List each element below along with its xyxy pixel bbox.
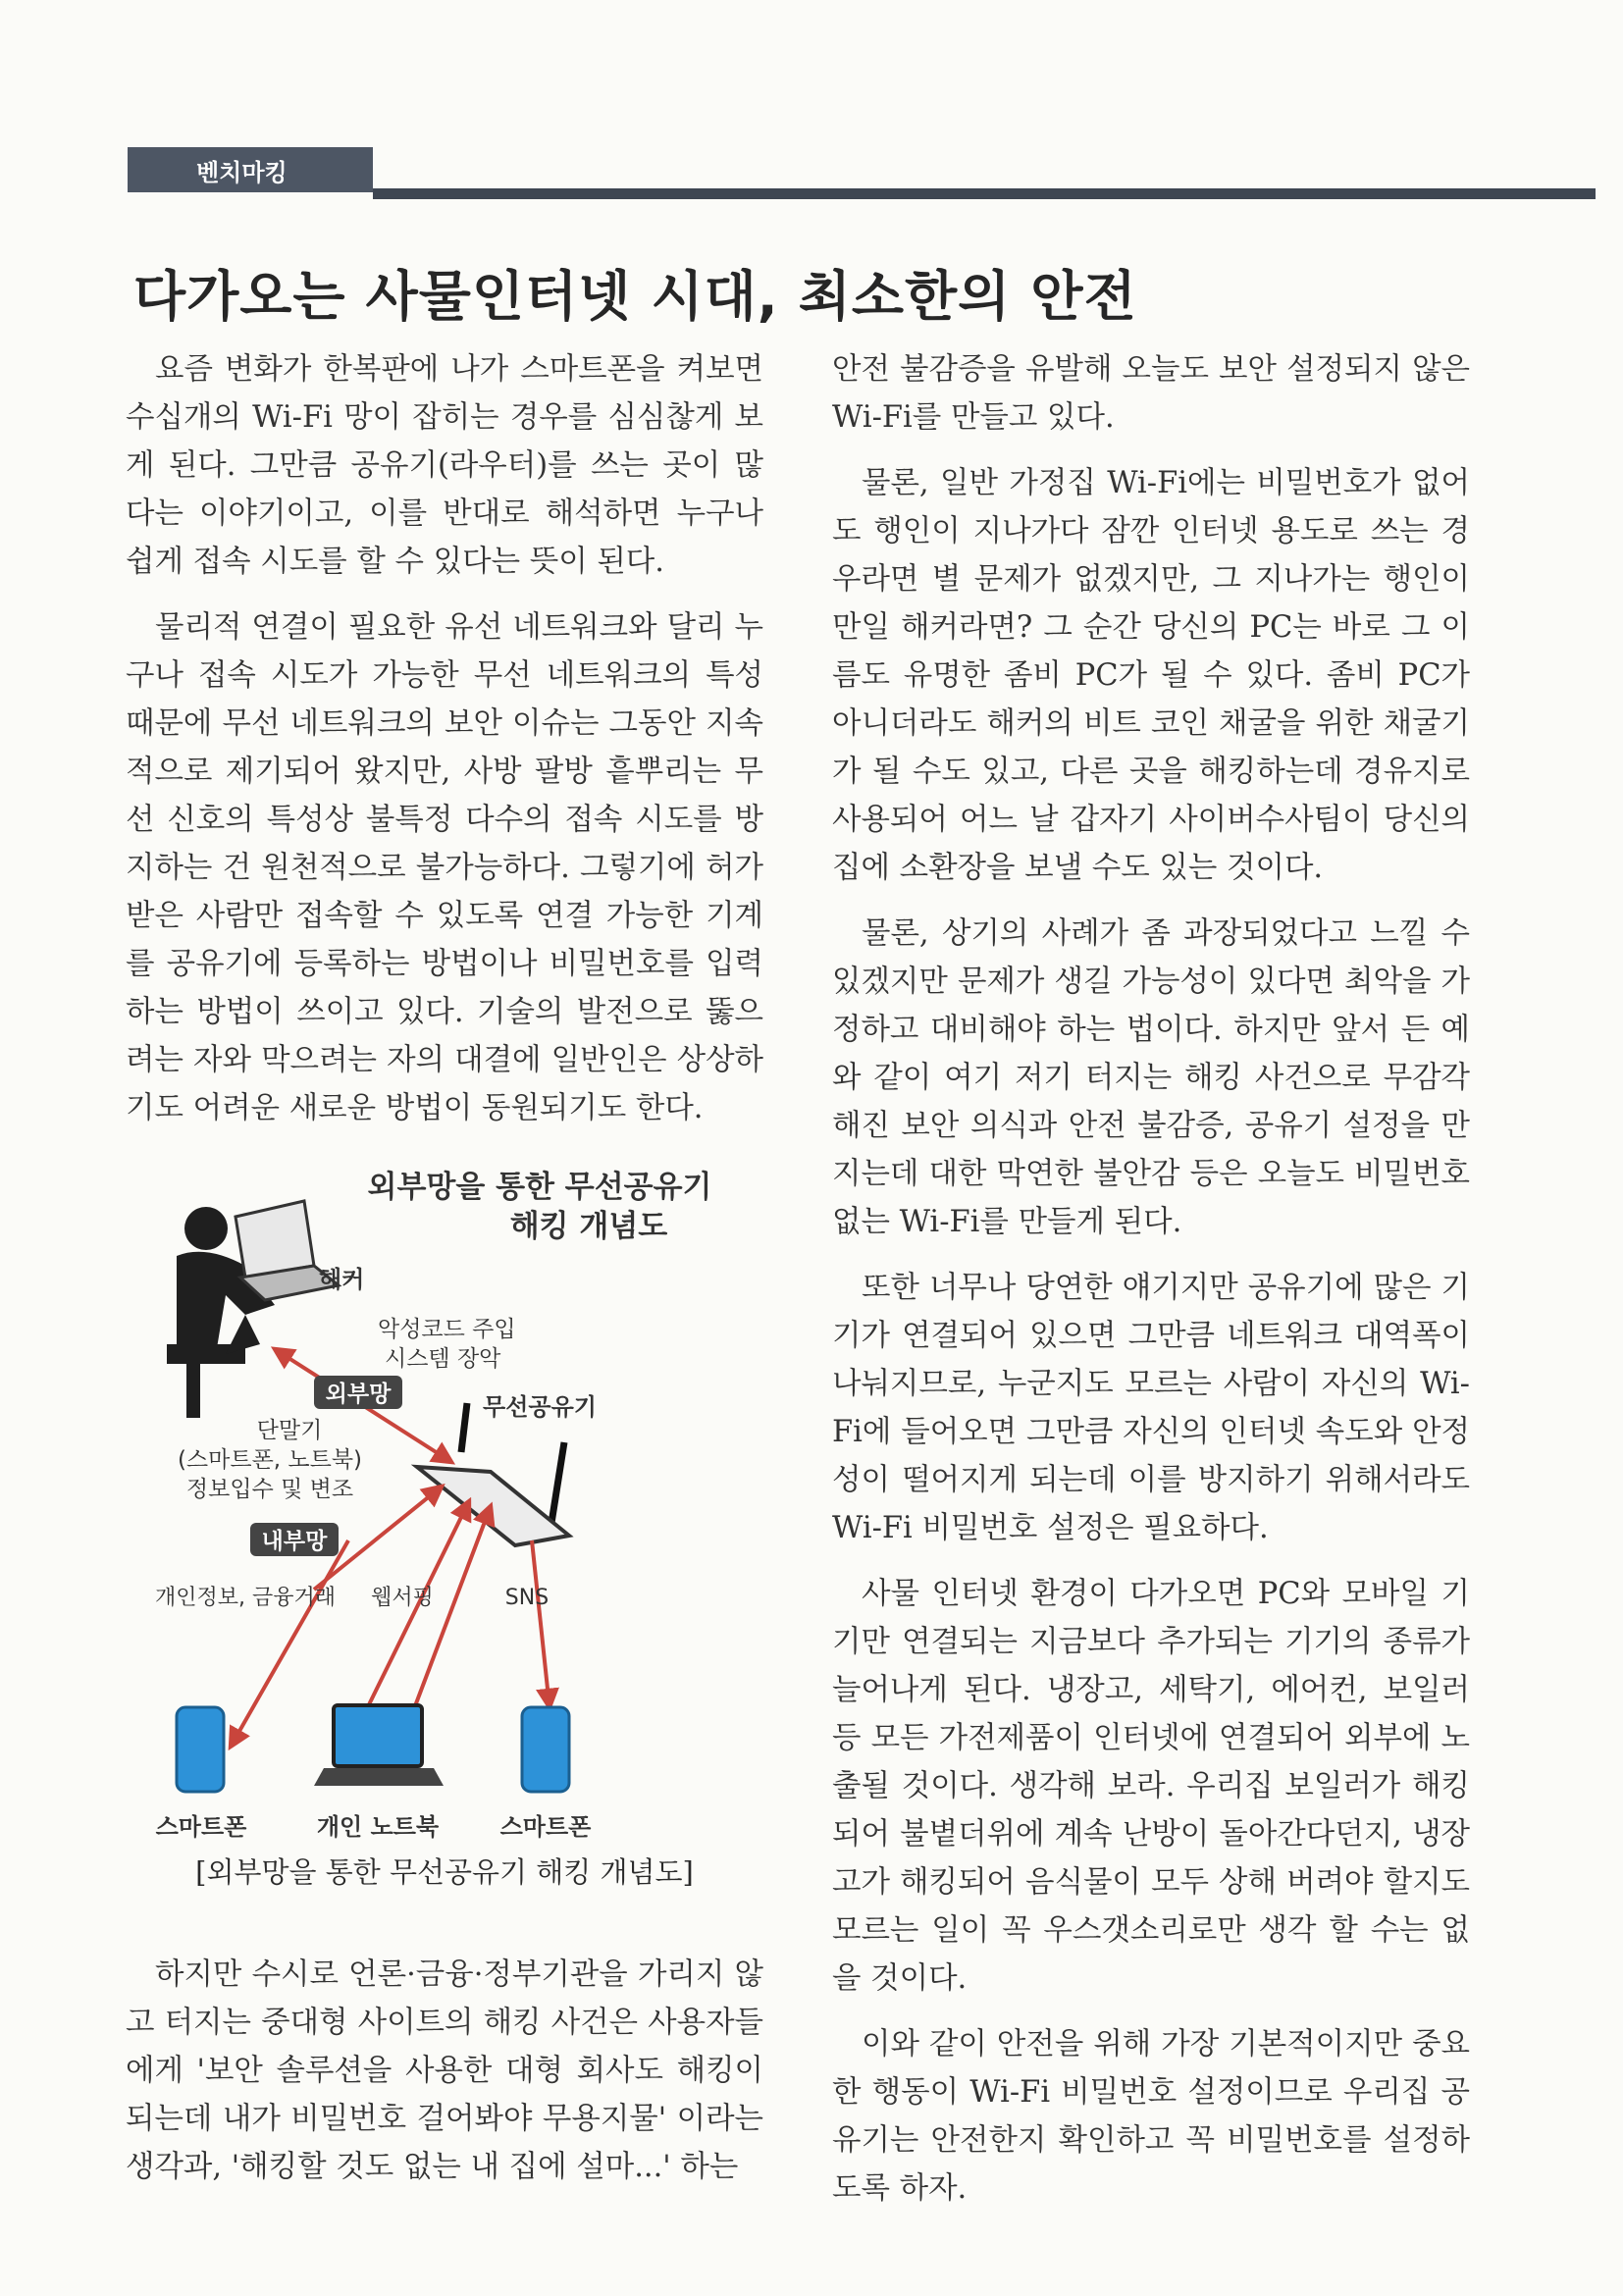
paragraph: 또한 너무나 당연한 얘기지만 공유기에 많은 기기가 연결되어 있으면 그만큼 네트워크 대역폭이 나눠지므로, 누군지도 모르는 사람이 자신의 Wi-Fi에 들어오면 그만큼 자신의 인터넷 속도와 안정성이 떨어지게 되는데 이를 방지하기 위해서라도 Wi-Fi 비밀번호 설정은 필요하다. bbox=[832, 1271, 1470, 1545]
diagram-title-1: 외부망을 통한 무선공유기 bbox=[367, 1170, 712, 1205]
smartphone-icon bbox=[177, 1707, 224, 1792]
paragraph: 이와 같이 안전을 위해 가장 기본적이지만 중요한 행동이 Wi-Fi 비밀번호 설정이므로 우리집 공유기는 안전한지 확인하고 꼭 비밀번호를 설정하도록 하자. bbox=[832, 2027, 1470, 2206]
paragraph: 요즘 변화가 한복판에 나가 스마트폰을 켜보면 수십개의 Wi-Fi 망이 잡히는 경우를 심심찮게 보게 된다. 그만큼 공유기(라우터)를 쓰는 곳이 많다는 이야기이고, 이를 반대로 해석하면 누구나 쉽게 접속 시도를 할 수 있다는 뜻이 된다. bbox=[126, 352, 763, 579]
external-net-label: 외부망 bbox=[325, 1382, 392, 1407]
device-label-2: 개인 노트북 bbox=[316, 1813, 440, 1841]
paragraph: 하지만 수시로 언론·금융·정부기관을 가리지 않고 터지는 중대형 사이트의 해킹 사건은 사용자들에게 '보안 솔루션을 사용한 대형 회사도 해킹이 되는데 내가 비밀번호 걸어봐야 무용지물' 이라는 생각과, '해킹할 것도 없는 내 집에 설마...' 하는 bbox=[126, 1957, 763, 2184]
section-divider bbox=[373, 188, 1596, 199]
router-icon bbox=[417, 1403, 569, 1545]
hacker-label: 해커 bbox=[319, 1266, 365, 1293]
flow-label-3: SNS bbox=[504, 1586, 550, 1610]
paragraph: 물리적 연결이 필요한 유선 네트워크와 달리 누구나 접속 시도가 가능한 무선 네트워크의 특성 때문에 무선 네트워크의 보안 이슈는 그동안 지속적으로 제기되어 왔지만, 사방 팔방 흩뿌리는 무선 신호의 특성상 불특정 다수의 접속 시도를 방지하는 건 원천적으로 불가능하다. 그렇기에 허가받은 사람만 접속할 수 있도록 연결 가능한 기계를 공유기에 등록하는 방법이나 비밀번호를 입력하는 방법이 쓰이고 있다. 기술의 발전으로 뚫으려는 자와 막으려는 자의 대결에 일반인은 상상하기도 어려운 새로운 방법이 동원되기도 한다. bbox=[126, 610, 763, 1125]
smartphone-icon bbox=[522, 1707, 569, 1792]
figure-caption: [외부망을 통한 무선공유기 해킹 개념도] bbox=[195, 1855, 694, 1889]
malware-label-1: 악성코드 주입 bbox=[378, 1317, 516, 1342]
left-column bbox=[126, 345, 763, 1150]
malware-label-2: 시스템 장악 bbox=[385, 1346, 501, 1372]
hacking-diagram bbox=[154, 1158, 726, 1845]
article-title: 다가오는 사물인터넷 시대, 최소한의 안전 bbox=[133, 265, 1137, 328]
diagram-title-2: 해킹 개념도 bbox=[509, 1209, 668, 1244]
left-column-bottom bbox=[126, 1951, 763, 2191]
paragraph-continued: 안전 불감증을 유발해 오늘도 보안 설정되지 않은 Wi-Fi를 만들고 있다. bbox=[832, 352, 1470, 435]
device-label-3: 스마트폰 bbox=[499, 1813, 592, 1841]
paragraph: 물론, 일반 가정집 Wi-Fi에는 비밀번호가 없어도 행인이 지나가다 잠깐 인터넷 용도로 쓰는 경우라면 별 문제가 없겠지만, 그 지나가는 행인이 만일 해커라면? 그 순간 당신의 PC는 바로 그 이름도 유명한 좀비 PC가 될 수 있다. 좀비 PC가 아니더라도 해커의 비트 코인 채굴을 위한 채굴기가 될 수도 있고, 다른 곳을 해킹하는데 경유지로 사용되어 어느 날 갑자기 사이버수사팀이 당신의 집에 소환장을 보낼 수도 있는 것이다. bbox=[832, 466, 1470, 885]
diagram-svg bbox=[154, 1158, 726, 1845]
router-label: 무선공유기 bbox=[483, 1393, 597, 1421]
right-column bbox=[832, 345, 1470, 2230]
device-label-1: 스마트폰 bbox=[155, 1813, 247, 1841]
laptop-icon bbox=[314, 1705, 444, 1786]
internal-net-label: 내부망 bbox=[261, 1529, 328, 1554]
terminal-label-2: (스마트폰, 노트북) bbox=[177, 1447, 363, 1473]
terminal-label-3: 정보입수 및 변조 bbox=[185, 1477, 354, 1502]
flow-label-2: 웹서핑 bbox=[371, 1586, 434, 1610]
terminal-label-1: 단말기 bbox=[256, 1418, 323, 1443]
paragraph: 물론, 상기의 사례가 좀 과장되었다고 느낄 수 있겠지만 문제가 생길 가능성이 있다면 최악을 가정하고 대비해야 하는 법이다. 하지만 앞서 든 예와 같이 여기 저기 터지는 해킹 사건으로 무감각해진 보안 의식과 안전 불감증, 공유기 설정을 만지는데 대한 막연한 불안감 등은 오늘도 비밀번호 없는 Wi-Fi를 만들게 된다. bbox=[832, 916, 1470, 1239]
paragraph: 사물 인터넷 환경이 다가오면 PC와 모바일 기기만 연결되는 지금보다 추가되는 기기의 종류가 늘어나게 된다. 냉장고, 세탁기, 에어컨, 보일러 등 모든 가전제품이 인터넷에 연결되어 외부에 노출될 것이다. 생각해 보라. 우리집 보일러가 해킹되어 불볕더위에 계속 난방이 돌아간다던지, 냉장고가 해킹되어 음식물이 모두 상해 버려야 할지도 모르는 일이 꼭 우스갯소리로만 생각 할 수는 없을 것이다. bbox=[832, 1577, 1470, 1996]
section-header bbox=[128, 147, 1596, 192]
flow-label-1: 개인정보, 금융거래 bbox=[154, 1586, 337, 1610]
